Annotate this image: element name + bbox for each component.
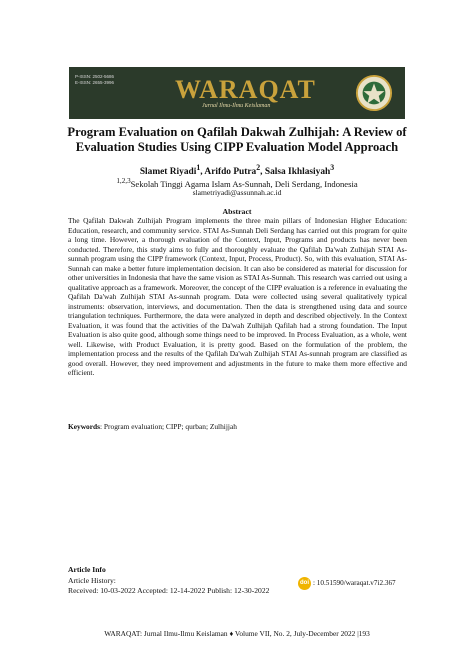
doi-link[interactable] (298, 576, 396, 590)
abstract-heading: Abstract (222, 207, 252, 216)
article-dates: Received: 10-03-2022 Accepted: 12-14-2022 Publish: 12-30-2022 (68, 586, 270, 595)
issn-block (75, 74, 114, 86)
doi-icon: doi (298, 577, 311, 590)
article-info (68, 565, 269, 597)
page-footer: WARAQAT: Jurnal Ilmu-Ilmu Keislaman ♦ Volume VII, No. 2, July-December 2022 |193 (104, 629, 370, 638)
abstract-text: The Qafilah Dakwah Zulhijah Program implements the three main pillars of Indonesian Higher Education: Education, research, and community service. STAI As-Sunnah Deli Serdang has carried out this program for quite a long time. However, a thorough evaluation of the Context, Input, Programs and products has never been conducted. Therefore, this study aims to fully and thoroughly evaluate the Qafilah Da'wah Zulhijah STAI As-sunnah program using the CIPP framework (Context, Input, Process, Product). So, with this evaluation, STAI As-Sunnah can make a better future implementation decision. It can also be considered as material for discussion for other universities in Indonesia that have the same vision as STAI As-Sunnah. This research was carried out using a qualitative approach as a framework. Moreover, the concept of the CIPP evaluation is a reference in evaluating the Qafilah Da'wah Zulhijah STAI As-sunnah program. Data were collected using several qualitatively typical instruments: observation, interviews, and documentation. Then the data is strengthened using data and source triangulation techniques. Furthermore, the data were analyzed in depth and described objectively. In the Context Evaluation, it was found that the activities of the Da'wah Zulhijah Qafilah had a strong foundation. The Input Evaluation is also quite good, although some things need to be improved. In Process Evaluation, as a whole, went well. Likewise, with Product Evaluation, it is pretty good. Based on the formulation of the problem, the implementation process and the results of the Qafilah Da'wah Zulhijah STAI As-sunnah program are classified as good overall. However, they need improvement and adjustments in the future to make them more effective and efficient. (68, 216, 407, 377)
author-name: Arifdo Putra (204, 167, 257, 178)
issn-online: E-ISSN: 2655-3996 (75, 80, 115, 85)
author-list: Slamet Riyadi$^1$, Arifdo Putra$^2$, Salsa Ikhlasiyah$^3$ (139, 163, 335, 178)
doi-text[interactable]: : 10.51590/waraqat.v7i2.367 (313, 579, 396, 587)
keywords (68, 422, 407, 432)
article-history-label: Article History: (68, 575, 116, 585)
keywords-label: Keywords (68, 422, 101, 431)
author-name: Salsa Ikhlasiyah (264, 167, 331, 178)
article-info-heading: Article Info (68, 565, 106, 574)
author-sup: 2 (256, 163, 261, 172)
journal-banner (69, 67, 405, 119)
author-name: Slamet Riyadi (139, 167, 197, 178)
keywords-text: : Program evaluation; CIPP; qurban; Zulhijjah (100, 422, 237, 431)
author-sup: 1 (196, 163, 201, 172)
journal-logo-subtitle: Jurnal Ilmu-Ilmu Keislaman (202, 103, 271, 109)
affiliation-sup: 1,2,3 (116, 177, 131, 185)
journal-logo: WARAQAT (175, 75, 316, 104)
article-title: Program Evaluation on Qafilah Dakwah Zulhijah: A Review of Evaluation Studies Using CIPP Evaluation Model Approach (67, 125, 407, 154)
author-sup: 3 (330, 163, 335, 172)
author-email[interactable]: slametriyadi@assunnah.ac.id (192, 188, 282, 197)
affiliation-text: Sekolah Tinggi Agama Islam As-Sunnah, Deli Serdang, Indonesia (130, 178, 358, 189)
institution-seal-icon (355, 74, 393, 112)
issn-print: P-ISSN: 2502-5686 (75, 74, 115, 79)
